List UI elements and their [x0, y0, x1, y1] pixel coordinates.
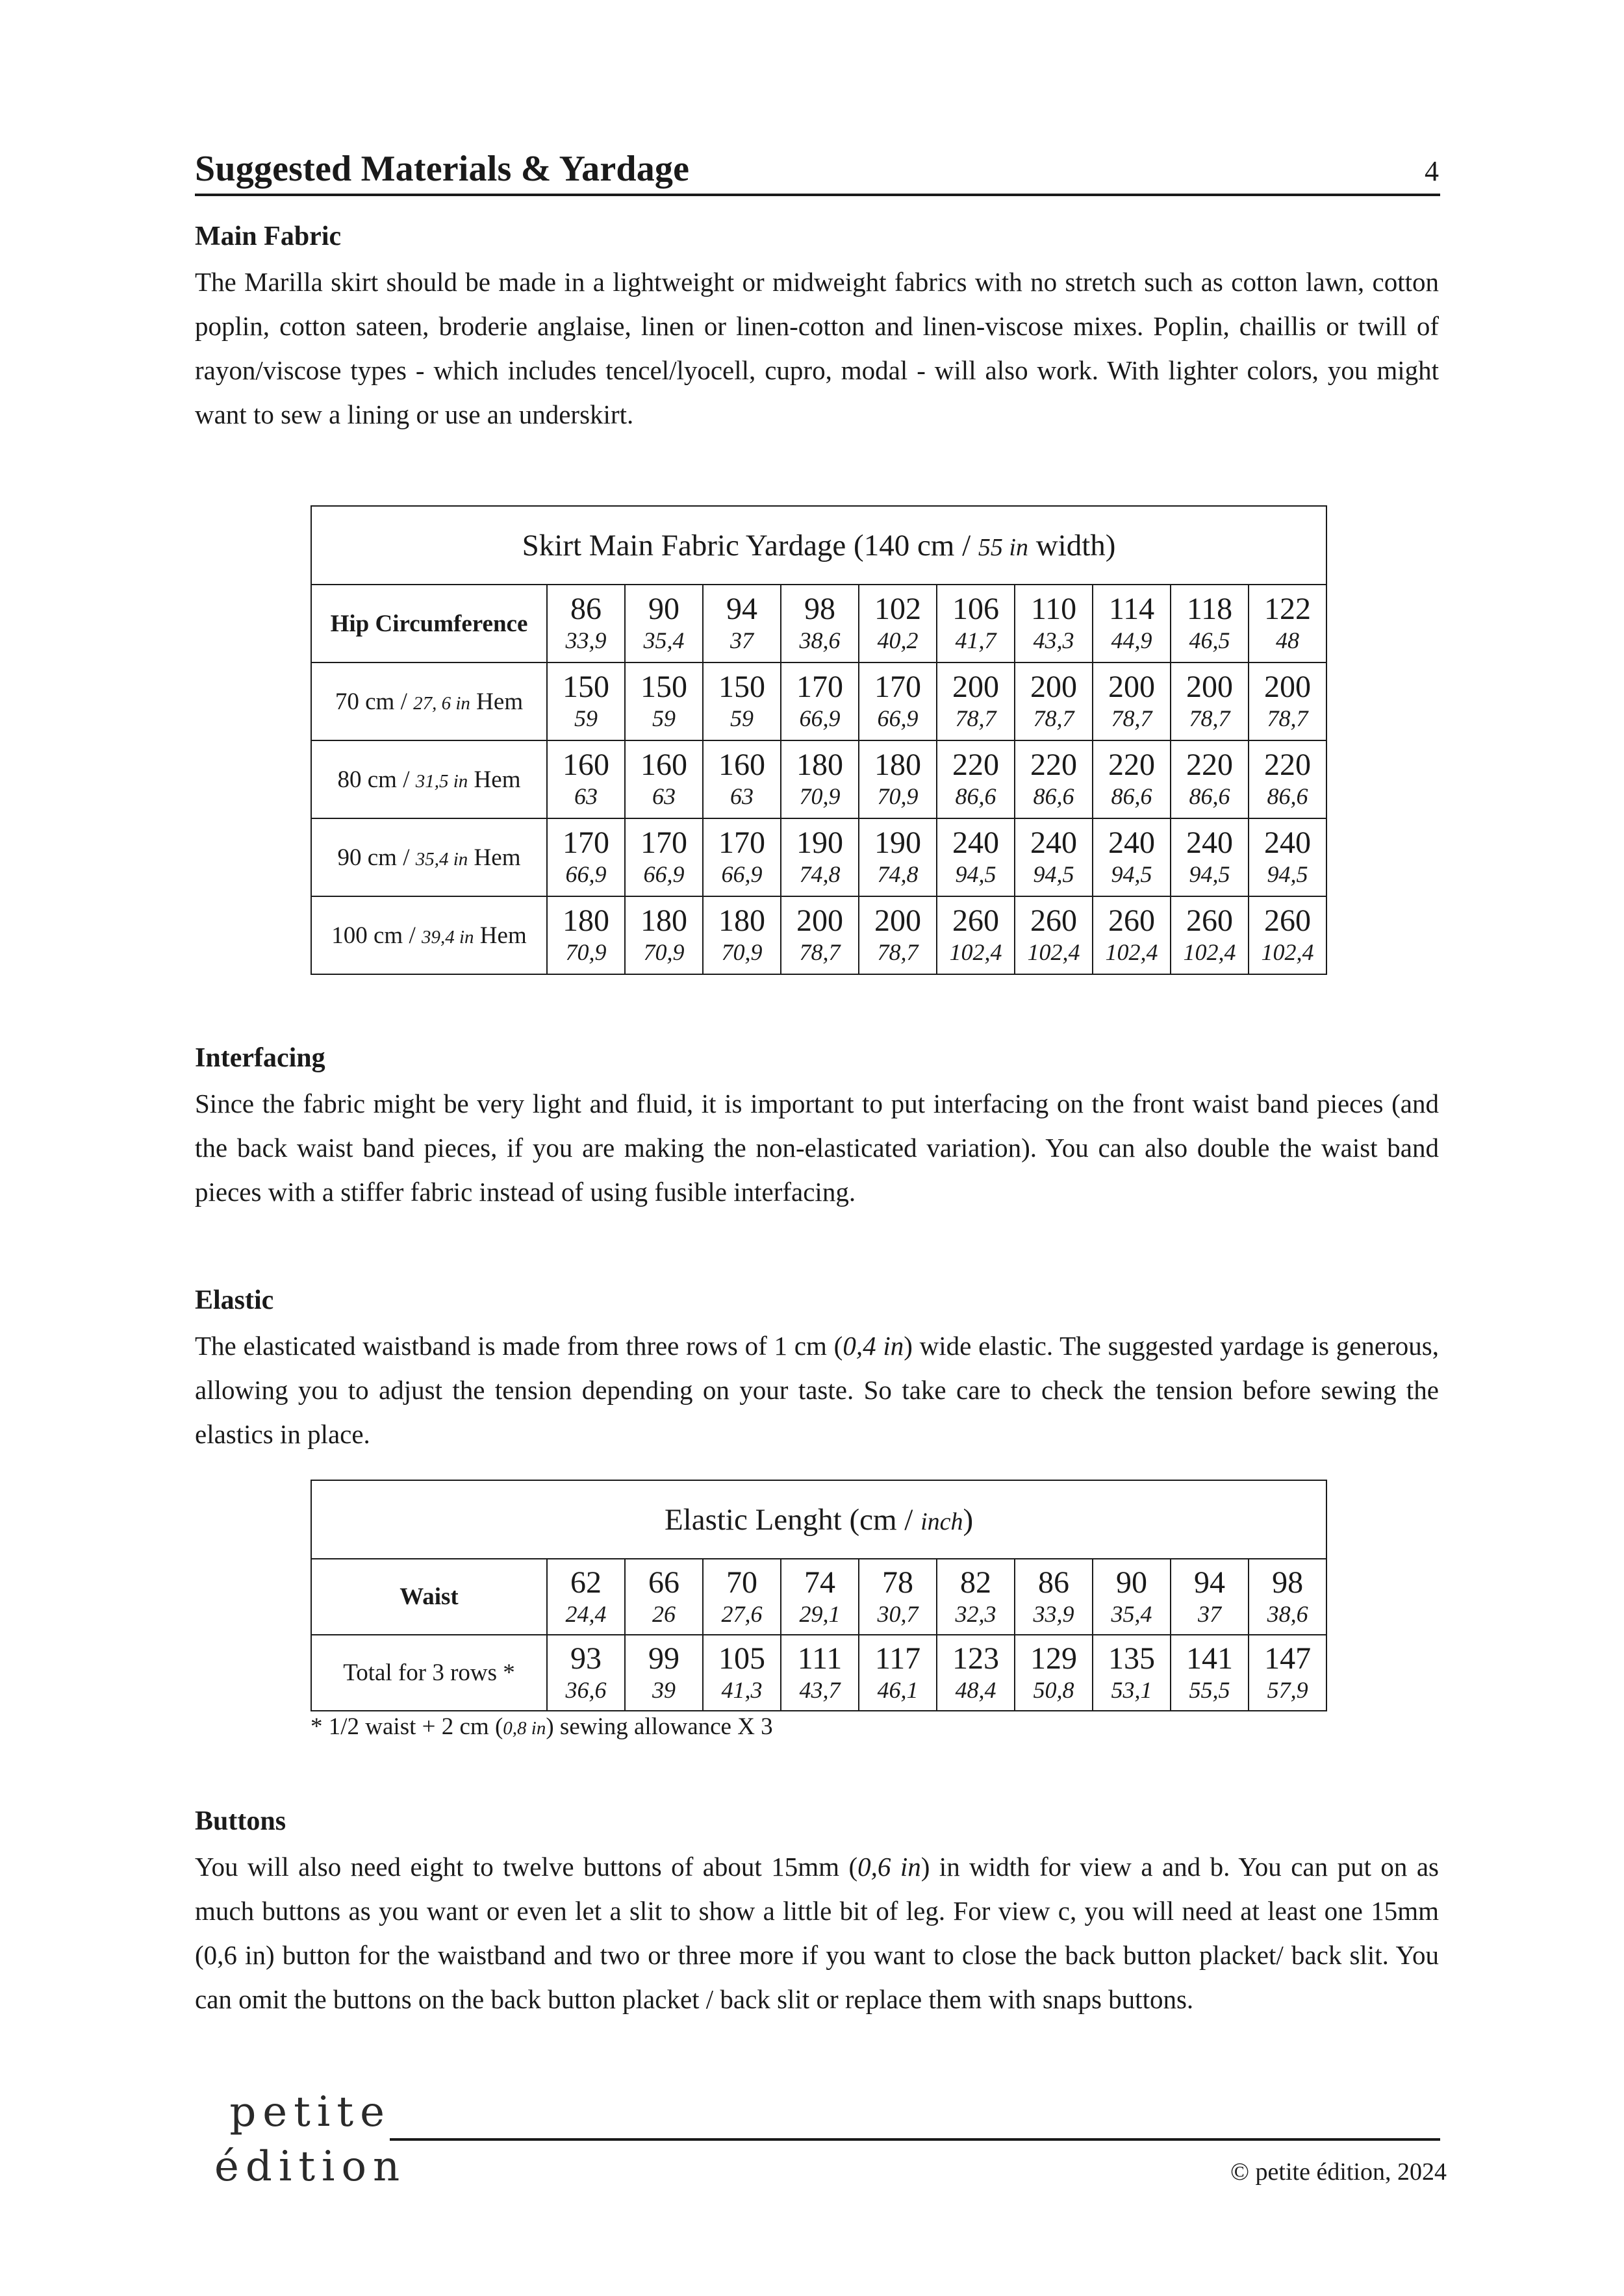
yardage-cell [703, 740, 781, 818]
hem-length-label: 80 cm / 31,5 in Hem [311, 740, 547, 818]
value-inch: 24,4 [565, 1600, 607, 1627]
yardage-cell [859, 662, 937, 740]
yardage-cell [781, 662, 859, 740]
buttons-heading: Buttons [195, 1806, 286, 1836]
value-cm: 62 [570, 1565, 602, 1600]
value-cm: 260 [1186, 903, 1233, 938]
yardage-cell [1171, 662, 1249, 740]
page-title: Suggested Materials & Yardage [195, 149, 690, 189]
value-cm: 102 [874, 592, 921, 626]
total-label: Total for 3 rows * [311, 1635, 547, 1711]
value-inch: 102,4 [1027, 939, 1080, 965]
elastic-length-cell [1015, 1635, 1093, 1711]
elastic-length-cell [859, 1635, 937, 1711]
value-cm: 260 [1108, 903, 1155, 938]
waist-size-cell [937, 1559, 1015, 1635]
hip-size-cell [1093, 585, 1171, 662]
table-row [311, 896, 1326, 974]
hip-size-cell [937, 585, 1015, 662]
value-inch: 36,6 [565, 1676, 607, 1703]
value-inch: 53,1 [1111, 1676, 1152, 1703]
yardage-cell [781, 740, 859, 818]
value-inch: 70,9 [721, 939, 763, 965]
value-cm: 190 [796, 826, 843, 860]
value-inch: 43,7 [799, 1676, 841, 1703]
value-cm: 180 [718, 903, 765, 938]
value-inch: 30,7 [877, 1600, 919, 1627]
value-cm: 90 [648, 592, 679, 626]
value-cm: 147 [1264, 1641, 1312, 1676]
hip-size-cell [1015, 585, 1093, 662]
value-inch: 63 [730, 783, 754, 809]
yardage-cell [937, 662, 1015, 740]
value-inch: 70,9 [799, 783, 841, 809]
value-cm: 74 [804, 1565, 835, 1600]
waist-size-cell [781, 1559, 859, 1635]
value-inch: 94,5 [1267, 861, 1308, 887]
value-inch: 94,5 [1033, 861, 1074, 887]
value-inch: 57,9 [1267, 1676, 1308, 1703]
value-cm: 170 [641, 826, 687, 860]
main-fabric-text: The Marilla skirt should be made in a lightweight or midweight fabrics with no stretch such as cotton lawn, cotton poplin, cotton sateen, broderie anglaise, linen or linen-cotton and linen-viscose mixes. Poplin, chaillis or twill of rayon/viscose types - which includes tencel/lyocell, cupro, modal - will also work. With lighter colors, you might want to sew a lining or use an underskirt. [195, 267, 1439, 429]
value-cm: 260 [1264, 903, 1312, 938]
value-inch: 32,3 [955, 1600, 996, 1627]
waist-size-cell [1093, 1559, 1171, 1635]
value-cm: 180 [874, 748, 921, 782]
elastic-length-cell [703, 1635, 781, 1711]
table-row [311, 1559, 1326, 1635]
value-cm: 90 [1116, 1565, 1147, 1600]
yardage-cell [1249, 740, 1326, 818]
value-inch: 86,6 [1267, 783, 1308, 809]
value-cm: 220 [1186, 748, 1233, 782]
elastic-heading: Elastic [195, 1285, 274, 1315]
waist-size-cell [859, 1559, 937, 1635]
value-inch: 86,6 [1111, 783, 1152, 809]
value-cm: 150 [718, 670, 765, 704]
value-cm: 82 [960, 1565, 991, 1600]
value-cm: 78 [882, 1565, 913, 1600]
elastic-length-cell [1249, 1635, 1326, 1711]
value-cm: 94 [1194, 1565, 1225, 1600]
yardage-cell [1093, 818, 1171, 896]
value-inch: 66,9 [721, 861, 763, 887]
brand-logo: petite édition [214, 2088, 407, 2191]
value-cm: 200 [1108, 670, 1155, 704]
value-inch: 46,1 [877, 1676, 919, 1703]
value-inch: 48 [1276, 627, 1300, 653]
value-cm: 200 [874, 903, 921, 938]
yardage-cell [547, 740, 625, 818]
waist-size-cell [1249, 1559, 1326, 1635]
value-inch: 102,4 [949, 939, 1002, 965]
yardage-cell [1171, 896, 1249, 974]
yardage-cell [1171, 818, 1249, 896]
value-cm: 118 [1186, 592, 1233, 626]
value-cm: 220 [1108, 748, 1155, 782]
elastic-length-cell [937, 1635, 1015, 1711]
value-inch: 66,9 [877, 705, 919, 731]
value-cm: 98 [1272, 1565, 1304, 1600]
value-cm: 170 [718, 826, 765, 860]
elastic-text: The elasticated waistband is made from three rows of 1 cm (0,4 in) wide elastic. The suggested yardage is generous, allowing you to adjust the tension depending on your taste. So take care to check the tension before sewing the elastics in place. [195, 1331, 1439, 1449]
value-inch: 55,5 [1189, 1676, 1230, 1703]
copyright: © petite édition, 2024 [1230, 2158, 1447, 2186]
yardage-cell [547, 662, 625, 740]
yardage-cell [625, 896, 703, 974]
value-cm: 240 [1186, 826, 1233, 860]
value-cm: 180 [563, 903, 609, 938]
buttons-text: You will also need eight to twelve buttons of about 15mm (0,6 in) in width for view a and b. You can put on as much buttons as you want or even let a slit to show a little bit of leg. For view c, you will need at least one 15mm (0,6 in) button for the waistband and two or three more if you want to close the back button placket/ back slit. You can omit the buttons on the back button placket / back slit or replace them with snaps buttons. [195, 1852, 1439, 2014]
value-inch: 70,9 [877, 783, 919, 809]
value-cm: 141 [1186, 1641, 1233, 1676]
value-inch: 44,9 [1111, 627, 1152, 653]
yardage-cell [547, 896, 625, 974]
hip-size-cell [781, 585, 859, 662]
value-inch: 78,7 [1267, 705, 1308, 731]
value-inch: 66,9 [799, 705, 841, 731]
table-row [311, 662, 1326, 740]
value-inch: 66,9 [643, 861, 685, 887]
value-inch: 102,4 [1183, 939, 1236, 965]
elastic-length-cell [625, 1635, 703, 1711]
value-cm: 240 [952, 826, 999, 860]
yardage-cell [937, 896, 1015, 974]
value-cm: 94 [726, 592, 757, 626]
value-cm: 170 [796, 670, 843, 704]
hip-size-cell [1171, 585, 1249, 662]
yardage-cell [1249, 662, 1326, 740]
value-cm: 200 [1264, 670, 1312, 704]
waist-size-cell [1171, 1559, 1249, 1635]
value-inch: 70,9 [643, 939, 685, 965]
hip-size-cell [859, 585, 937, 662]
yardage-cell [1015, 818, 1093, 896]
yardage-cell [625, 740, 703, 818]
value-inch: 29,1 [799, 1600, 841, 1627]
header-rule [195, 194, 1440, 196]
value-inch: 63 [652, 783, 676, 809]
hem-length-label: 90 cm / 35,4 in Hem [311, 818, 547, 896]
value-cm: 240 [1030, 826, 1077, 860]
main-fabric-heading: Main Fabric [195, 221, 342, 251]
value-inch: 38,6 [1267, 1600, 1308, 1627]
hem-length-label: 100 cm / 39,4 in Hem [311, 896, 547, 974]
value-inch: 59 [730, 705, 754, 731]
value-cm: 150 [563, 670, 609, 704]
value-inch: 38,6 [799, 627, 841, 653]
value-cm: 122 [1264, 592, 1312, 626]
value-cm: 180 [796, 748, 843, 782]
value-cm: 170 [563, 826, 609, 860]
value-cm: 180 [641, 903, 687, 938]
hip-circumference-label: Hip Circumference [311, 585, 547, 662]
value-inch: 37 [730, 627, 754, 653]
value-inch: 94,5 [1111, 861, 1152, 887]
value-inch: 70,9 [565, 939, 607, 965]
value-cm: 260 [1030, 903, 1077, 938]
value-inch: 74,8 [799, 861, 841, 887]
value-cm: 200 [1030, 670, 1077, 704]
yardage-cell [859, 896, 937, 974]
value-inch: 33,9 [1033, 1600, 1074, 1627]
value-inch: 86,6 [1189, 783, 1230, 809]
value-cm: 200 [952, 670, 999, 704]
value-cm: 114 [1108, 592, 1155, 626]
yardage-cell [937, 818, 1015, 896]
yardage-cell [937, 740, 1015, 818]
value-cm: 106 [952, 592, 999, 626]
value-cm: 98 [804, 592, 835, 626]
value-inch: 48,4 [955, 1676, 996, 1703]
value-cm: 160 [718, 748, 765, 782]
yardage-cell [703, 896, 781, 974]
table-row [311, 740, 1326, 818]
page-number: 4 [1425, 155, 1439, 187]
value-cm: 220 [1030, 748, 1077, 782]
value-inch: 50,8 [1033, 1676, 1074, 1703]
value-inch: 78,7 [1111, 705, 1152, 731]
yardage-cell [1093, 740, 1171, 818]
value-inch: 40,2 [877, 627, 919, 653]
value-inch: 59 [652, 705, 676, 731]
value-cm: 220 [1264, 748, 1312, 782]
value-cm: 86 [1038, 1565, 1069, 1600]
value-inch: 35,4 [643, 627, 685, 653]
hip-size-cell [547, 585, 625, 662]
yardage-cell [1093, 896, 1171, 974]
value-cm: 260 [952, 903, 999, 938]
hip-size-cell [703, 585, 781, 662]
value-inch: 27,6 [721, 1600, 763, 1627]
value-inch: 94,5 [955, 861, 996, 887]
value-cm: 110 [1030, 592, 1077, 626]
yardage-cell [1171, 740, 1249, 818]
value-cm: 93 [570, 1641, 602, 1676]
value-cm: 160 [641, 748, 687, 782]
yardage-cell [703, 662, 781, 740]
yardage-cell [859, 818, 937, 896]
interfacing-text: Since the fabric might be very light and fluid, it is important to put interfacing on the front waist band pieces (and the back waist band pieces, if you are making the non-elasticated variation). You can also double the waist band pieces with a stiffer fabric instead of using fusible interfacing. [195, 1089, 1439, 1207]
yardage-table [311, 505, 1327, 975]
value-cm: 240 [1108, 826, 1155, 860]
yardage-cell [547, 818, 625, 896]
value-cm: 190 [874, 826, 921, 860]
table-row [311, 585, 1326, 662]
interfacing-heading: Interfacing [195, 1043, 325, 1073]
hip-size-cell [1249, 585, 1326, 662]
elastic-table [311, 1480, 1327, 1711]
value-inch: 94,5 [1189, 861, 1230, 887]
value-inch: 78,7 [1033, 705, 1074, 731]
value-inch: 86,6 [1033, 783, 1074, 809]
value-inch: 39 [652, 1676, 676, 1703]
elastic-length-cell [547, 1635, 625, 1711]
value-cm: 117 [874, 1641, 921, 1676]
yardage-cell [1015, 662, 1093, 740]
table-row [311, 818, 1326, 896]
yardage-cell [1249, 818, 1326, 896]
yardage-cell [781, 896, 859, 974]
yardage-cell [1015, 740, 1093, 818]
value-cm: 66 [648, 1565, 679, 1600]
value-inch: 63 [574, 783, 598, 809]
yardage-cell [703, 818, 781, 896]
value-inch: 46,5 [1189, 627, 1230, 653]
yardage-cell [625, 662, 703, 740]
elastic-length-cell [781, 1635, 859, 1711]
value-inch: 78,7 [799, 939, 841, 965]
value-inch: 66,9 [565, 861, 607, 887]
yardage-cell [859, 740, 937, 818]
value-cm: 200 [796, 903, 843, 938]
elastic-footnote: * 1/2 waist + 2 cm (0,8 in) sewing allowance X 3 [311, 1713, 773, 1740]
value-inch: 26 [652, 1600, 676, 1627]
value-cm: 111 [797, 1641, 843, 1676]
value-inch: 33,9 [565, 627, 607, 653]
waist-size-cell [703, 1559, 781, 1635]
waist-label: Waist [311, 1559, 547, 1635]
yardage-cell [625, 818, 703, 896]
yardage-cell [1015, 896, 1093, 974]
elastic-table-caption: Elastic Lenght (cm / inch) [311, 1480, 1326, 1559]
value-cm: 105 [718, 1641, 765, 1676]
value-cm: 135 [1108, 1641, 1155, 1676]
value-inch: 102,4 [1261, 939, 1314, 965]
value-inch: 78,7 [955, 705, 996, 731]
value-inch: 78,7 [1189, 705, 1230, 731]
hip-size-cell [625, 585, 703, 662]
yardage-cell [781, 818, 859, 896]
waist-size-cell [1015, 1559, 1093, 1635]
value-inch: 35,4 [1111, 1600, 1152, 1627]
yardage-cell [1093, 662, 1171, 740]
table-row [311, 1635, 1326, 1711]
value-cm: 220 [952, 748, 999, 782]
value-cm: 170 [874, 670, 921, 704]
value-cm: 86 [570, 592, 602, 626]
value-inch: 41,3 [721, 1676, 763, 1703]
value-inch: 43,3 [1033, 627, 1074, 653]
footer-rule [390, 2138, 1440, 2141]
value-inch: 86,6 [955, 783, 996, 809]
value-inch: 74,8 [877, 861, 919, 887]
value-cm: 160 [563, 748, 609, 782]
elastic-length-cell [1171, 1635, 1249, 1711]
value-inch: 59 [574, 705, 598, 731]
yardage-cell [1249, 896, 1326, 974]
value-cm: 123 [952, 1641, 999, 1676]
value-inch: 37 [1198, 1600, 1221, 1627]
value-cm: 70 [726, 1565, 757, 1600]
yardage-table-caption: Skirt Main Fabric Yardage (140 cm / 55 in width) [311, 506, 1326, 585]
waist-size-cell [547, 1559, 625, 1635]
value-inch: 102,4 [1105, 939, 1158, 965]
value-cm: 200 [1186, 670, 1233, 704]
value-cm: 150 [641, 670, 687, 704]
value-inch: 78,7 [877, 939, 919, 965]
value-inch: 41,7 [955, 627, 996, 653]
value-cm: 129 [1030, 1641, 1077, 1676]
hem-length-label: 70 cm / 27, 6 in Hem [311, 662, 547, 740]
waist-size-cell [625, 1559, 703, 1635]
elastic-length-cell [1093, 1635, 1171, 1711]
value-cm: 99 [648, 1641, 679, 1676]
value-cm: 240 [1264, 826, 1312, 860]
